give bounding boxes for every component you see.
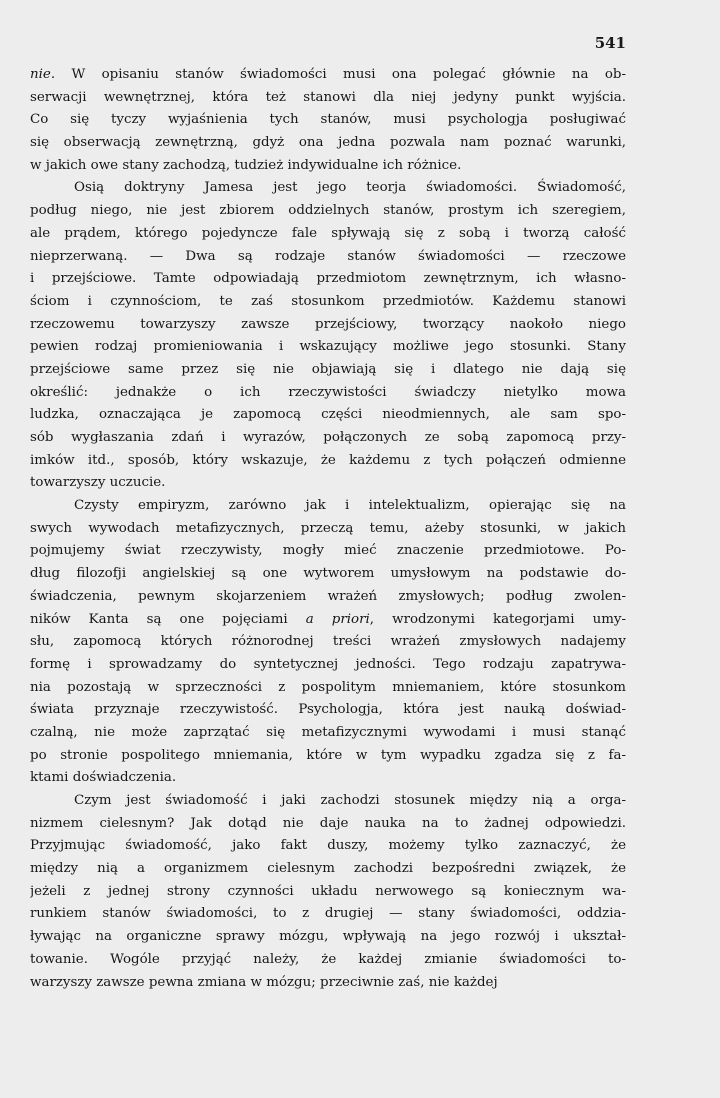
text-line: przejściowe same przez się nie objawiają się i dlatego nie dają się <box>30 361 626 377</box>
text-line: pewien rodzaj promieniowania i wskazujący możliwe jego stosunki. Stany <box>30 339 626 355</box>
text-line: Czym jest świadomość i jaki zachodzi stosunek między nią a orga- <box>74 793 626 808</box>
text-line: serwacji wewnętrznej, która też stanowi dla niej jedyny punkt wyjścia. <box>30 89 626 105</box>
paragraph <box>30 495 626 790</box>
text-line: towanie. Wogóle przyjąć należy, że każdej zmianie świadomości to- <box>30 951 626 967</box>
text-line: swych wywodach metafizycznych, przeczą temu, ażeby stosunki, w jakich <box>30 520 626 536</box>
text-line: określić: jednakże o ich rzeczywistości świadczy nietylko mowa <box>30 384 626 400</box>
text-line: Przyjmując świadomość, jako fakt duszy, możemy tylko zaznaczyć, że <box>30 838 626 854</box>
text-line: sób wygłaszania zdań i wyrazów, połączonych ze sobą zapomocą przy- <box>30 430 626 445</box>
paragraph <box>30 64 626 177</box>
text-line: Co się tyczy wyjaśnienia tych stanów, musi psychologja posługiwać <box>30 112 626 128</box>
text-line: między nią a organizmem cielesnym zachodzi bezpośredni związek, że <box>30 861 626 877</box>
text-line: imków itd., sposób, który wskazuje, że każdemu z tych połączeń odmienne <box>30 452 626 468</box>
text-line: ływając na organiczne sprawy mózgu, wpływają na jego rozwój i ukształ- <box>30 929 626 945</box>
text-line: ale prądem, którego pojedyncze fale spływają się z sobą i tworzą całość <box>30 225 626 241</box>
text-line: czalną, nie może zaprzątać się metafizycznymi wywodami i musi stanąć <box>30 724 626 740</box>
text-line: dług filozofji angielskiej są one wytworem umysłowym na podstawie do- <box>30 566 626 582</box>
page-number: 541 <box>594 34 626 52</box>
text-line: ludzka, oznaczająca je zapomocą części nieodmiennych, ale sam spo- <box>30 407 626 423</box>
text-line: ściom i czynnościom, te zaś stosunkom przedmiotów. Każdemu stanowi <box>30 293 626 309</box>
text-line: po stronie pospolitego mniemania, które w tym wypadku zgadza się z fa- <box>30 747 626 763</box>
text-line: świadczenia, pewnym skojarzeniem wrażeń zmysłowych; podług zwolen- <box>30 588 626 604</box>
text-line: słu, zapomocą których różnorodnej treści wrażeń zmysłowych nadajemy <box>30 634 626 650</box>
body-text <box>30 64 626 994</box>
text-line: nizmem cielesnym? Jak dotąd nie daje nauka na to żadnej odpowiedzi. <box>30 815 626 831</box>
text-line: się obserwacją zewnętrzną, gdyż ona jedna pozwala nam poznać warunki, <box>30 135 626 151</box>
text-line: podług niego, nie jest zbiorem oddzielnych stanów, prostym ich szeregiem, <box>30 203 626 219</box>
text-line: formę i sprowadzamy do syntetycznej jedności. Tego rodzaju zapatrywa- <box>30 656 626 672</box>
text-line: Osią doktryny Jamesa jest jego teorja świadomości. Świadomość, <box>74 180 626 196</box>
text-line: warzyszy zawsze pewna zmiana w mózgu; przeciwnie zaś, nie każdej <box>30 974 498 990</box>
text-line: w jakich owe stany zachodzą, tudzież indywidualne ich różnice. <box>30 157 462 173</box>
text-line: nieprzerwaną. — Dwa są rodzaje stanów świadomości — rzeczowe <box>30 248 626 264</box>
text-line: ników Kanta są one pojęciami a priori, wrodzonymi kategorjami umy- <box>30 611 626 627</box>
text-line: towarzyszy uczucie. <box>30 475 166 491</box>
paragraph <box>30 790 626 994</box>
text-line: nie. W opisaniu stanów świadomości musi ona polegać głównie na ob- <box>30 67 626 82</box>
text-line: Czysty empiryzm, zarówno jak i intelektualizm, opierając się na <box>74 498 626 514</box>
text-line: i przejściowe. Tamte odpowiadają przedmiotom zewnętrznym, ich własno- <box>30 271 626 287</box>
text-line: runkiem stanów świadomości, to z drugiej — stany świadomości, oddzia- <box>30 906 626 922</box>
text-line: rzeczowemu towarzyszy zawsze przejściowy, tworzący naokoło niego <box>30 316 626 332</box>
paragraph <box>30 177 626 495</box>
text-line: jeżeli z jednej strony czynności układu nerwowego są koniecznym wa- <box>30 883 626 899</box>
text-line: ktami doświadczenia. <box>30 770 177 786</box>
text-line: świata przyznaje rzeczywistość. Psychologja, która jest nauką doświad- <box>30 702 626 718</box>
text-line: pojmujemy świat rzeczywisty, mogły mieć znaczenie przedmiotowe. Po- <box>30 543 626 559</box>
text-line: nia pozostają w sprzeczności z pospolitym mniemaniem, które stosunkom <box>30 679 626 695</box>
